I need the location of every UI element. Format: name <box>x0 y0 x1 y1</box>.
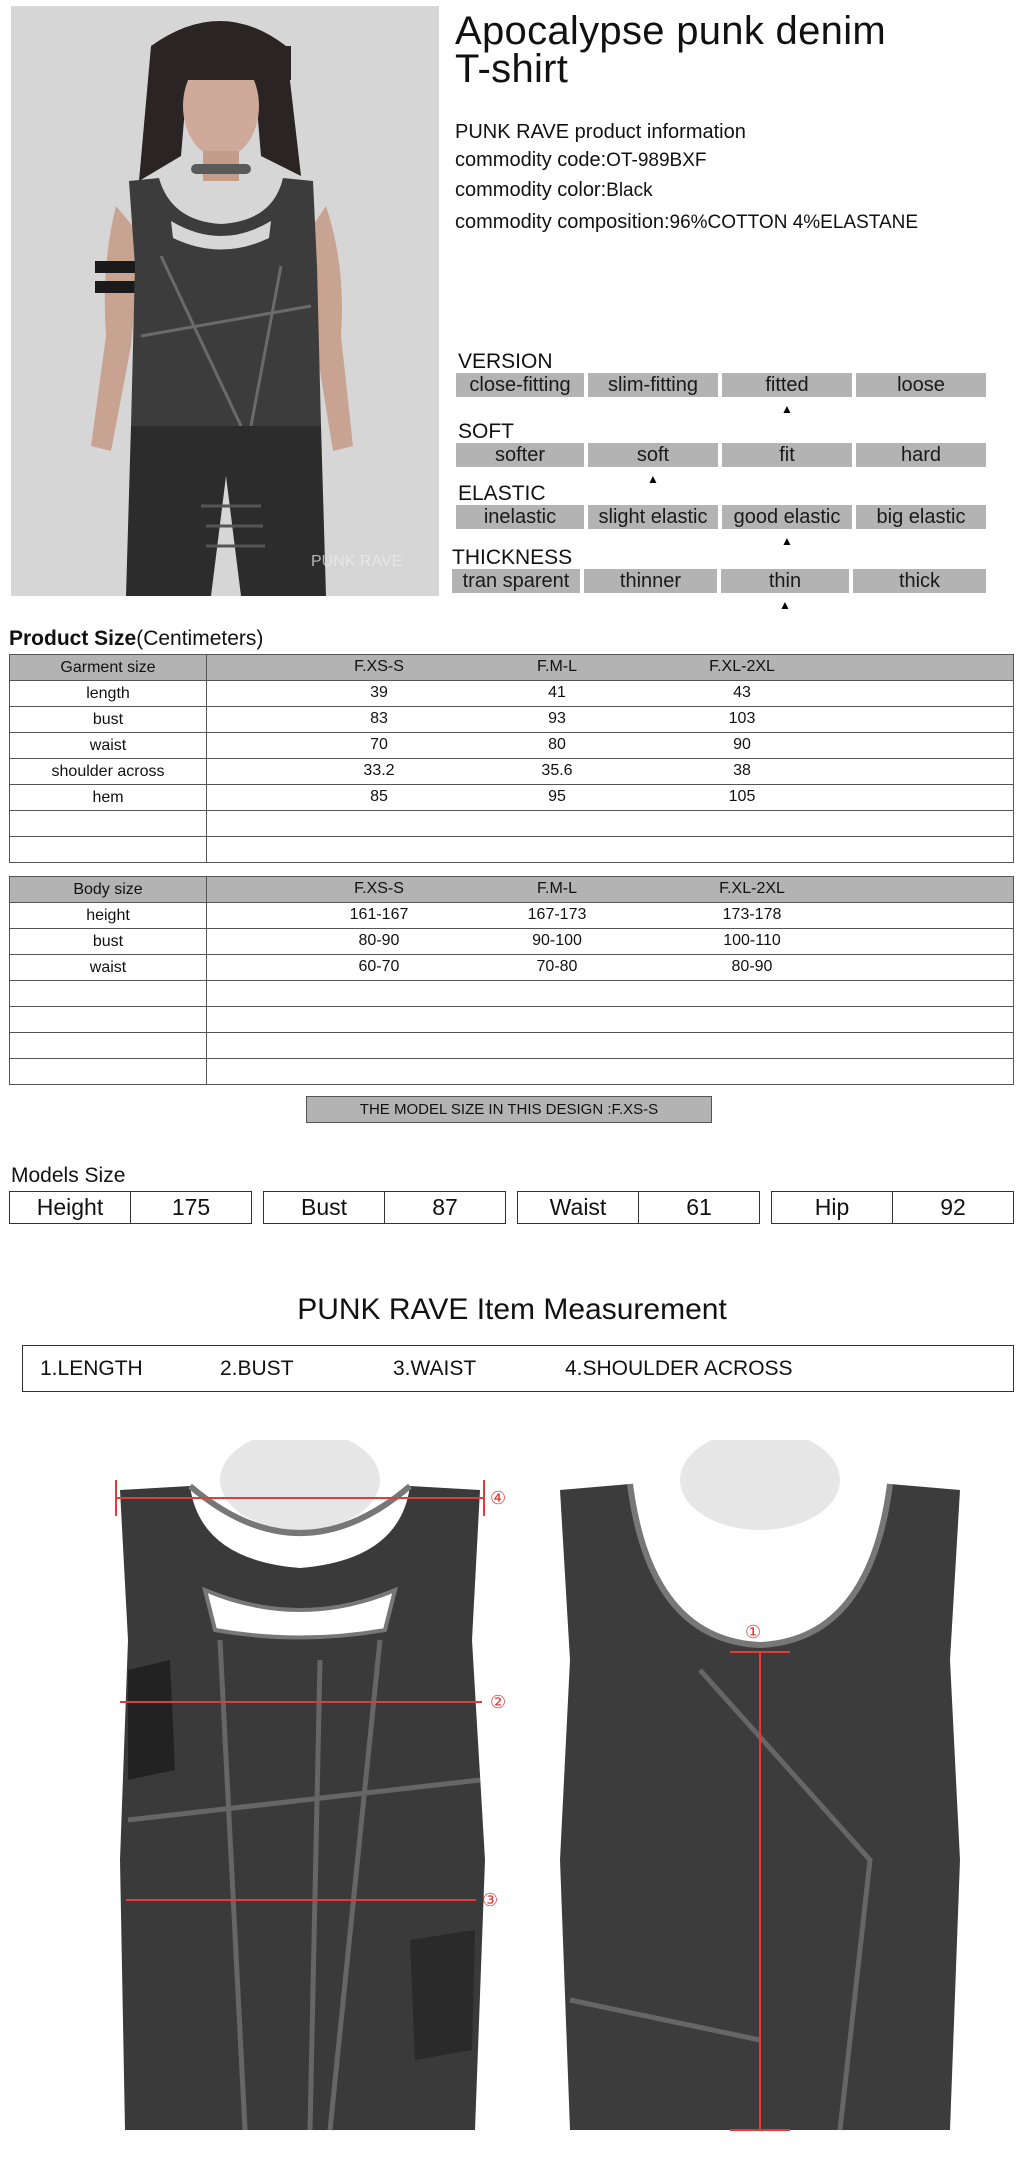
cell-value: 38 <box>733 762 751 779</box>
row-label: waist <box>10 733 207 759</box>
thickness-option-label: thinner <box>619 570 682 592</box>
row-label: length <box>10 681 207 707</box>
model-waist-box <box>517 1191 760 1224</box>
cell-value: 83 <box>370 710 388 727</box>
cell-value: 95 <box>548 788 566 805</box>
table-row <box>10 707 1014 733</box>
size-col-m-l: F.M-L <box>537 658 577 675</box>
row-label: height <box>10 903 207 929</box>
table-row <box>10 929 1014 955</box>
thickness-scale <box>452 569 986 612</box>
cell-value: 60-70 <box>358 958 400 975</box>
version-option-label: slim-fitting <box>607 374 698 396</box>
product-title <box>455 9 995 91</box>
body-size-header-row <box>10 877 1014 903</box>
commodity-composition-label: commodity composition: <box>455 211 670 233</box>
soft-option <box>456 443 584 467</box>
row-label: bust <box>10 929 207 955</box>
thickness-option <box>853 569 986 593</box>
table-row <box>10 733 1014 759</box>
product-size-header-values <box>207 655 1014 681</box>
row-values <box>207 929 1014 955</box>
soft-option-label: fit <box>779 444 795 466</box>
row-values <box>207 785 1014 811</box>
commodity-color-label: commodity color: <box>455 179 607 201</box>
selected-marker-icon: ▲ <box>781 534 793 548</box>
commodity-code-label: commodity code: <box>455 149 607 171</box>
garment-back-illustration <box>540 1440 980 2160</box>
product-photo-model <box>11 6 439 596</box>
model-waist-label: Waist <box>518 1192 639 1223</box>
elastic-option <box>456 505 584 529</box>
model-waist-value: 61 <box>686 1194 712 1220</box>
size-col-xs-s: F.XS-S <box>354 880 404 897</box>
version-option-label: close-fitting <box>469 374 571 396</box>
model-hip-box <box>771 1191 1014 1224</box>
garment-back-image <box>540 1440 980 2160</box>
row-label: hem <box>10 785 207 811</box>
soft-label: SOFT <box>458 420 514 443</box>
soft-option <box>588 443 718 486</box>
body-size-header: Body size <box>10 877 207 903</box>
cell-value: 90 <box>733 736 751 753</box>
model-size-note: THE MODEL SIZE IN THIS DESIGN :F.XS-S <box>306 1096 712 1123</box>
thickness-label: THICKNESS <box>452 546 573 569</box>
cell-value: 80-90 <box>731 958 773 975</box>
cell-value: 100-110 <box>723 932 781 949</box>
body-size-header-values <box>207 877 1014 903</box>
cell-value: 167-173 <box>527 906 587 923</box>
row-label: waist <box>10 955 207 981</box>
marker-shoulder: ④ <box>490 1488 507 1509</box>
cell-value: 90-100 <box>532 932 582 949</box>
garment-front-illustration <box>80 1440 520 2160</box>
thickness-option <box>584 569 717 593</box>
cell-value: 80 <box>548 736 566 753</box>
marker-waist: ③ <box>482 1890 499 1911</box>
size-col-m-l: F.M-L <box>537 880 577 897</box>
marker-length: ① <box>745 1622 762 1643</box>
cell-value: 103 <box>728 710 756 727</box>
model-bust-box <box>263 1191 506 1224</box>
row-values <box>207 707 1014 733</box>
commodity-code <box>455 146 707 175</box>
cell-value: 93 <box>548 710 566 727</box>
product-title-line2: T-shirt <box>455 47 569 91</box>
model-hip-value: 92 <box>940 1194 966 1220</box>
elastic-option-label: inelastic <box>483 506 557 528</box>
empty-row <box>10 981 1014 1007</box>
measurement-title: PUNK RAVE Item Measurement <box>297 1293 727 1326</box>
thickness-option-label: thick <box>898 570 941 592</box>
product-size-header-row <box>10 655 1014 681</box>
product-size-unit: (Centimeters) <box>136 627 264 650</box>
measurement-legend <box>22 1345 1014 1392</box>
model-illustration <box>11 6 439 596</box>
model-bust-label: Bust <box>264 1192 385 1223</box>
cell-value: 85 <box>370 788 388 805</box>
thickness-option <box>721 569 849 612</box>
legend-length: 1.LENGTH <box>40 1357 143 1380</box>
info-heading: PUNK RAVE product information <box>455 121 746 143</box>
legend-shoulder-across: 4.SHOULDER ACROSS <box>565 1357 793 1380</box>
empty-row <box>10 1059 1014 1085</box>
garment-front-image <box>80 1440 520 2160</box>
cell-value: 80-90 <box>358 932 400 949</box>
table-row <box>10 785 1014 811</box>
cell-value: 33.2 <box>363 762 395 779</box>
row-label: bust <box>10 707 207 733</box>
soft-scale <box>456 443 986 486</box>
version-option-label: fitted <box>765 374 809 396</box>
empty-row <box>10 837 1014 863</box>
cell-value: 70 <box>370 736 388 753</box>
commodity-code-value: OT-989BXF <box>606 150 707 171</box>
table-row <box>10 955 1014 981</box>
thickness-option <box>452 569 580 593</box>
commodity-composition-value: 96%COTTON 4%ELASTANE <box>669 212 919 233</box>
models-size-title: Models Size <box>11 1164 126 1187</box>
version-option-label: loose <box>897 374 945 396</box>
size-col-xs-s: F.XS-S <box>354 658 404 675</box>
selected-marker-icon: ▲ <box>779 598 791 612</box>
empty-row <box>10 1033 1014 1059</box>
elastic-option <box>856 505 986 529</box>
elastic-label: ELASTIC <box>458 482 546 505</box>
thickness-option-label: thin <box>768 570 802 592</box>
product-title-line1: Apocalypse punk denim <box>455 9 887 53</box>
product-size-title-text: Product Size <box>9 627 137 650</box>
marker-bust: ② <box>490 1692 507 1713</box>
garment-size-header: Garment size <box>10 655 207 681</box>
cell-value: 35.6 <box>541 762 573 779</box>
elastic-option-label: good elastic <box>733 506 841 528</box>
legend-waist: 3.WAIST <box>393 1357 477 1380</box>
elastic-option-label: big elastic <box>876 506 966 528</box>
empty-row <box>10 811 1014 837</box>
models-size-row <box>9 1191 1014 1224</box>
photo-watermark: PUNK RAVE <box>311 553 403 570</box>
row-label: shoulder across <box>10 759 207 785</box>
row-values <box>207 759 1014 785</box>
cell-value: 105 <box>728 788 756 805</box>
commodity-color <box>455 176 653 205</box>
soft-option <box>722 443 852 467</box>
soft-option <box>856 443 986 467</box>
cell-value: 161-167 <box>349 906 409 923</box>
model-hip-label: Hip <box>772 1192 893 1223</box>
legend-bust: 2.BUST <box>220 1357 294 1380</box>
cell-value: 39 <box>370 684 388 701</box>
model-bust-value: 87 <box>432 1194 458 1220</box>
empty-row <box>10 1007 1014 1033</box>
row-values <box>207 955 1014 981</box>
table-row <box>10 903 1014 929</box>
soft-option-label: hard <box>900 444 942 466</box>
model-height-box <box>9 1191 252 1224</box>
model-height-value: 175 <box>171 1194 211 1220</box>
cell-value: 70-80 <box>536 958 578 975</box>
table-row <box>10 759 1014 785</box>
product-size-table <box>9 654 1014 863</box>
size-col-xl-2xl: F.XL-2XL <box>719 880 785 897</box>
row-values <box>207 903 1014 929</box>
body-size-table <box>9 876 1014 1085</box>
selected-marker-icon: ▲ <box>647 472 659 486</box>
version-option <box>456 373 584 397</box>
size-col-xl-2xl: F.XL-2XL <box>709 658 775 675</box>
elastic-option <box>722 505 852 548</box>
product-size-title <box>9 627 263 651</box>
commodity-color-value: Black <box>606 180 653 201</box>
soft-option-label: softer <box>494 444 546 466</box>
table-row <box>10 681 1014 707</box>
row-values <box>207 733 1014 759</box>
version-scale <box>456 373 986 416</box>
selected-marker-icon: ▲ <box>781 402 793 416</box>
version-label: VERSION <box>458 350 553 373</box>
elastic-option <box>588 505 718 529</box>
cell-value: 173-178 <box>722 906 782 923</box>
elastic-option-label: slight elastic <box>598 506 708 528</box>
cell-value: 43 <box>733 684 751 701</box>
soft-option-label: soft <box>636 444 670 466</box>
cell-value: 41 <box>548 684 566 701</box>
elastic-scale <box>456 505 986 548</box>
commodity-composition <box>455 208 918 237</box>
version-option <box>588 373 718 397</box>
version-option <box>856 373 986 397</box>
row-values <box>207 681 1014 707</box>
model-height-label: Height <box>10 1192 131 1223</box>
version-option <box>722 373 852 416</box>
thickness-option-label: tran sparent <box>462 570 570 592</box>
